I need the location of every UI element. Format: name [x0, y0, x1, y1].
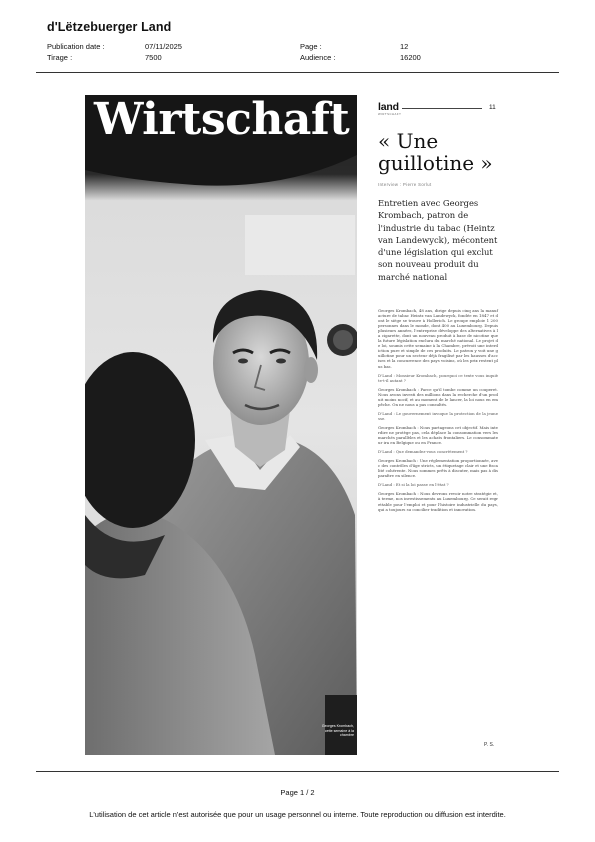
tirage-value: 7500: [145, 53, 162, 62]
article-endmark: P. S.: [484, 742, 495, 748]
publication-date-value: 07/11/2025: [145, 42, 182, 51]
page-label: Page :: [300, 42, 322, 51]
answer-paragraph: Georges Krombach : Une réglementation proportionnée, avec des contrôles d'âge stricts, un étiquetage clair et une fiscalité cohérente. Nous sommes prêts à discuter, mais pas à disparaître en silence.: [378, 458, 498, 479]
article-lede: Entretien avec Georges Krombach, patron de l'industrie du tabac (Heintz van Landewyck), mécontent d'une législation qui exclut son nouveau produit du marché national: [378, 198, 498, 282]
footer-divider: [36, 771, 559, 772]
land-logo-text: land: [378, 101, 399, 113]
header-divider: [36, 72, 559, 73]
article-byline: Interview : Pierre Sorlut: [378, 182, 432, 187]
audience-label: Audience :: [300, 53, 336, 62]
article-headline: « Une guillotine »: [378, 129, 493, 175]
publication-date-label: Publication date :: [47, 42, 105, 51]
tirage-label: Tirage :: [47, 53, 73, 62]
question-paragraph: D'Land : Le gouvernement invoque la protection de la jeunesse.: [378, 410, 498, 421]
photo-caption: Georges Krombach, cette semaine à la chambre: [321, 724, 354, 737]
usage-notice: L'utilisation de cet article n'est autorisée que pour un usage personnel ou interne. Toute reproduction ou diffusion est interdite.: [89, 810, 506, 819]
land-logo-subtitle: WIRTSCHAFT: [378, 112, 402, 116]
question-paragraph: D'Land : Et si la loi passe en l'état ?: [378, 482, 449, 488]
article-page-number: 11: [489, 104, 496, 111]
logo-divider: [402, 108, 482, 109]
answer-paragraph: Georges Krombach : Nous partageons cet objectif. Mais interdire ne protège pas, cela déplace la consommation vers les marchés parallèles et les achats frontaliers. Le consommateur ira en Belgique ou en France.: [378, 424, 498, 446]
audience-value: 16200: [400, 53, 421, 62]
publication-name: d'Lëtzebuerger Land: [47, 20, 172, 34]
question-paragraph: D'Land : Monsieur Krombach, pourquoi ce texte vous inquiète-t-il autant ?: [378, 372, 498, 383]
question-paragraph: D'Land : Que demandez-vous concrètement ?: [378, 449, 468, 455]
article-photo: [85, 95, 357, 755]
article-body: [378, 308, 498, 516]
page-value: 12: [400, 42, 409, 51]
answer-paragraph: Georges Krombach : Parce qu'il tombe comme un couperet. Nous avons investi des millions dans la recherche d'un produit moins nocif, et au moment de le lancer, la loi nous en empêche. On ne nous a pas consultés.: [378, 386, 498, 407]
section-title: Wirtschaft: [94, 94, 350, 145]
answer-paragraph: Georges Krombach : Nous devrons revoir notre stratégie et, à terme, nos investissements au Luxembourg. Ce serait regrettable pour l'emploi et pour l'histoire industrielle du pays, qui a toujours su concilier tradition et innovation.: [378, 491, 498, 512]
page-indicator: Page 1 / 2: [280, 788, 315, 797]
body-paragraph: Georges Krombach, 48 ans, dirige depuis cinq ans la manufacture de tabac Heintz van Landewyck, fondée en 1847 et dont le siège se trouve à Hollerich. Le groupe emploie 1 200 personnes dans le monde, dont 400 au Luxembourg. Depuis plusieurs années, l'entreprise développe des alternatives à la cigarette, dont un nouveau produit à base de nicotine que la future législation exclura du marché national. Le projet de loi, soumis cette semaine à la Chambre, prévoit une interdiction pure et simple de ces produits. Le patron y voit une guillotine pour un secteur déjà fragilisé par les hausses d'accises et la concurrence des pays voisins, où les prix restent plus bas.: [378, 308, 498, 369]
land-logo: [378, 101, 401, 116]
